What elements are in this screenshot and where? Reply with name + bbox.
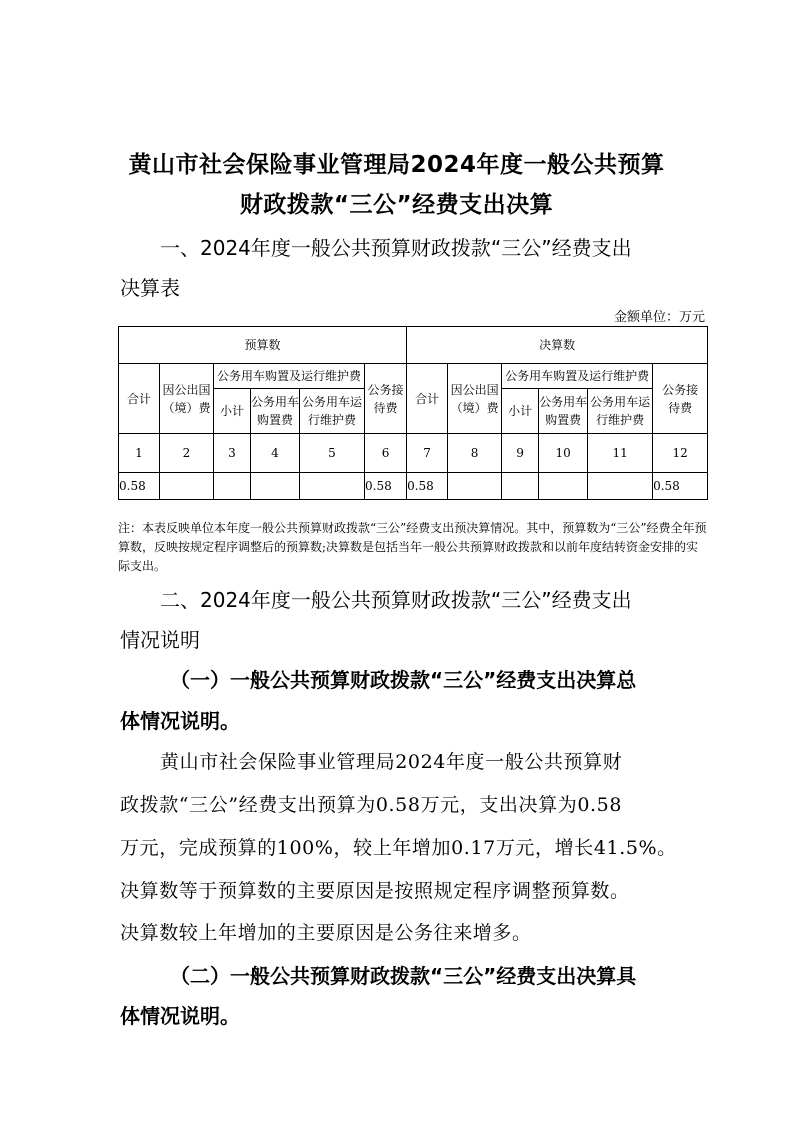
header-car-buy-final [539,389,588,434]
body-line: 万元，完成预算的100%，较上年增加0.17万元，增长41.5%。 [120,837,677,859]
header-car-buy-line1: 公务用车 [251,395,300,409]
header-budget-group: 预算数 [119,327,407,364]
col-number: 8 [448,434,502,473]
col-number: 2 [160,434,214,473]
col-number: 5 [300,434,365,473]
header-car-run-line1: 公务用车运 [301,395,362,409]
value-cell [300,473,365,500]
header-abroad-final-line2: （境）费 [450,400,499,415]
page-title-line1: 黄山市社会保险事业管理局2024年度一般公共预算 [128,152,665,178]
col-number: 4 [251,434,300,473]
header-reception [365,364,407,434]
body-line: 政拨款“三公”经费支出预算为0.58万元，支出决算为0.58 [120,794,623,816]
header-car-group-final: 公务用车购置及运行维护费 [502,364,653,389]
value-cell [448,473,502,500]
three-public-expenses-table [118,326,708,500]
page-title-line2: 财政拨款“三公”经费支出决算 [239,192,554,218]
header-subtotal-final: 小计 [502,389,539,434]
header-final-group: 决算数 [407,327,708,364]
body-line: 决算数较上年增加的主要原因是公务往来增多。 [120,922,532,944]
header-car-run-line2: 行维护费 [307,413,356,427]
col-number: 1 [119,434,160,473]
header-car-run-final-line2: 行维护费 [596,413,645,427]
body-line: 决算数等于预算数的主要原因是按照规定程序调整预算数。 [120,880,630,902]
col-number: 3 [214,434,251,473]
value-cell: 0.58 [119,473,160,500]
value-cell [502,473,539,500]
table-note: 注：本表反映单位本年度一般公共预算财政拨款“三公”经费支出预决算情况。其中，预算数为“三公”经费全年预算数，反映按规定程序调整后的预算数;决算数是包括当年一般公共预算财政拨款和以前年度结转资金安排的实际支出。 [118,521,707,573]
header-car-run-final-line1: 公务用车运 [590,395,651,409]
header-reception-line2: 待费 [373,400,398,415]
value-cell [160,473,214,500]
header-reception-final-line2: 待费 [668,400,693,415]
col-number: 9 [502,434,539,473]
subsection2-heading-line1: （二）一般公共预算财政拨款“三公”经费支出决算具 [170,964,637,988]
subsection1-heading-line2: 体情况说明。 [120,709,240,733]
header-abroad-line1: 因公出国 [162,382,211,397]
header-reception-final [653,364,708,434]
body-line: 黄山市社会保险事业管理局2024年度一般公共预算财 [160,751,623,773]
section2-heading-line1: 二、2024年度一般公共预算财政拨款“三公”经费支出 [160,588,632,612]
header-car-buy-final-line2: 购置费 [545,413,582,427]
subsection2-heading-line2: 体情况说明。 [120,1004,240,1028]
column-number-row [119,434,708,473]
col-number: 7 [407,434,448,473]
header-abroad-final-line1: 因公出国 [450,382,499,397]
col-number: 10 [539,434,588,473]
value-cell [214,473,251,500]
header-total-final: 合计 [407,364,448,434]
subsection1-heading-line1: （一）一般公共预算财政拨款“三公”经费支出决算总 [170,668,637,692]
col-number: 11 [588,434,653,473]
header-abroad [160,364,214,434]
value-cell: 0.58 [365,473,407,500]
header-car-buy [251,389,300,434]
header-reception-final-line1: 公务接 [662,382,699,397]
section2-heading-line2: 情况说明 [120,628,200,652]
col-number: 12 [653,434,708,473]
header-abroad-line2: （境）费 [162,400,211,415]
value-cell [251,473,300,500]
header-reception-line1: 公务接 [367,382,404,397]
value-cell: 0.58 [653,473,708,500]
value-cell [539,473,588,500]
unit-label: 金额单位：万元 [613,310,705,325]
section1-heading-line1: 一、2024年度一般公共预算财政拨款“三公”经费支出 [160,236,632,260]
header-total: 合计 [119,364,160,434]
value-cell: 0.58 [407,473,448,500]
header-car-group: 公务用车购置及运行维护费 [214,364,365,389]
header-abroad-final [448,364,502,434]
header-car-buy-final-line1: 公务用车 [539,395,588,409]
value-cell [588,473,653,500]
section1-heading-line2: 决算表 [120,276,180,300]
value-row [119,473,708,500]
header-car-buy-line2: 购置费 [256,413,293,427]
col-number: 6 [365,434,407,473]
header-car-run [300,389,365,434]
header-car-run-final [588,389,653,434]
header-subtotal: 小计 [214,389,251,434]
